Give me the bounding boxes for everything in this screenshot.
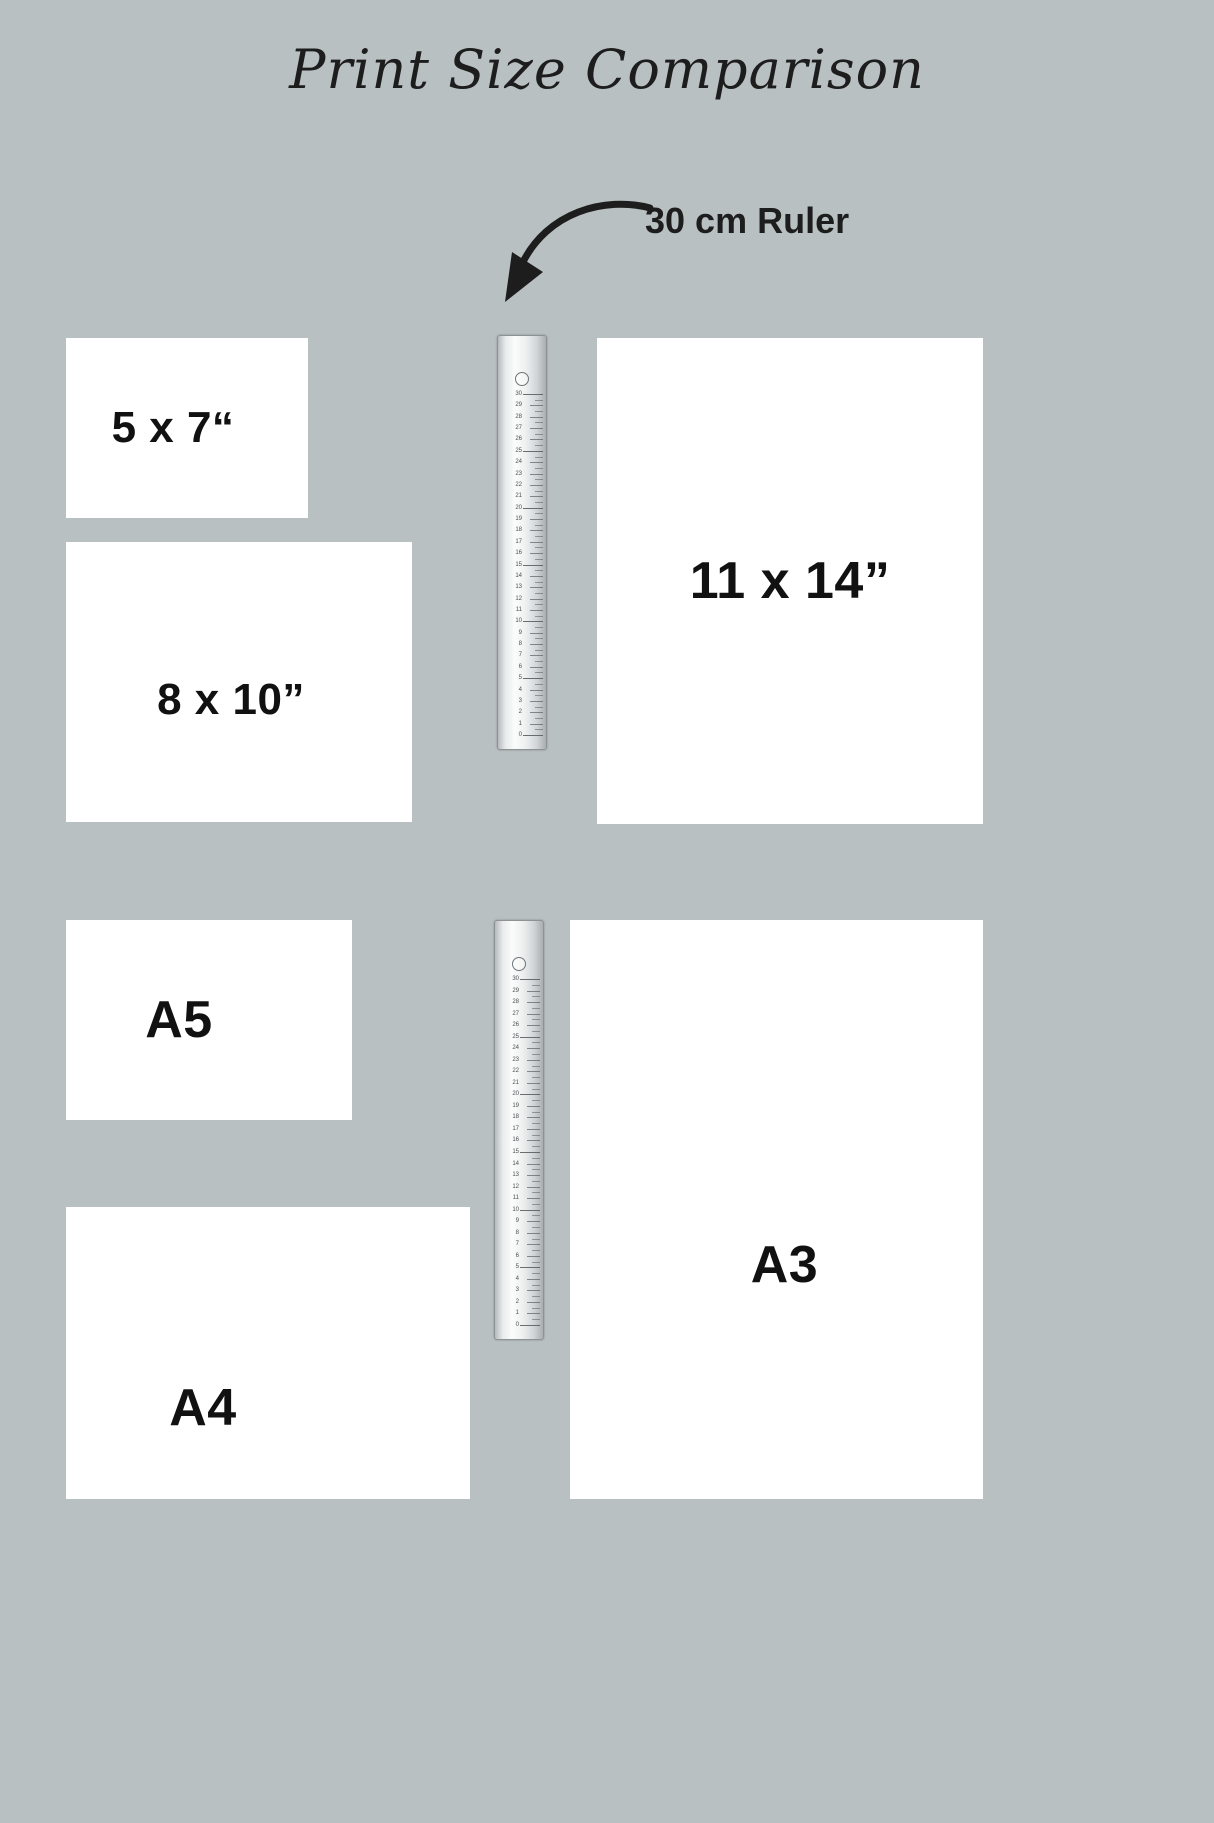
page-title: Print Size Comparison (289, 38, 925, 101)
sheet-label: A4 (169, 1379, 237, 1437)
sheet-label: 11 x 14” (689, 552, 891, 610)
ruler-callout-label: 30 cm Ruler (645, 200, 850, 241)
sheet-label: 8 x 10” (157, 675, 305, 724)
sheet-11x14 (597, 338, 983, 824)
sheet-a5 (66, 920, 352, 1120)
sheet-label: A3 (750, 1235, 819, 1294)
ruler-bottom (494, 920, 544, 1340)
sheet-5x7 (66, 338, 308, 518)
sheet-label: 5 x 7“ (111, 403, 235, 452)
ruler-ticks: 30 29 28 27 26 25 24 23 22 21 20 19 18 17 16 15 14 13 12 11 10 9 8 7 6 5 4 3 2 1 0 (498, 336, 546, 749)
sheet-a4 (66, 1207, 470, 1499)
ruler-top (497, 335, 547, 750)
sheet-a3 (570, 920, 983, 1499)
ruler-ticks: 30 29 28 27 26 25 24 23 22 21 20 19 18 17 16 15 14 13 12 11 10 9 8 7 6 5 4 3 2 1 0 (495, 921, 543, 1339)
sheet-8x10 (66, 542, 412, 822)
curved-arrow-icon (495, 190, 655, 315)
sheet-label: A5 (145, 991, 213, 1049)
